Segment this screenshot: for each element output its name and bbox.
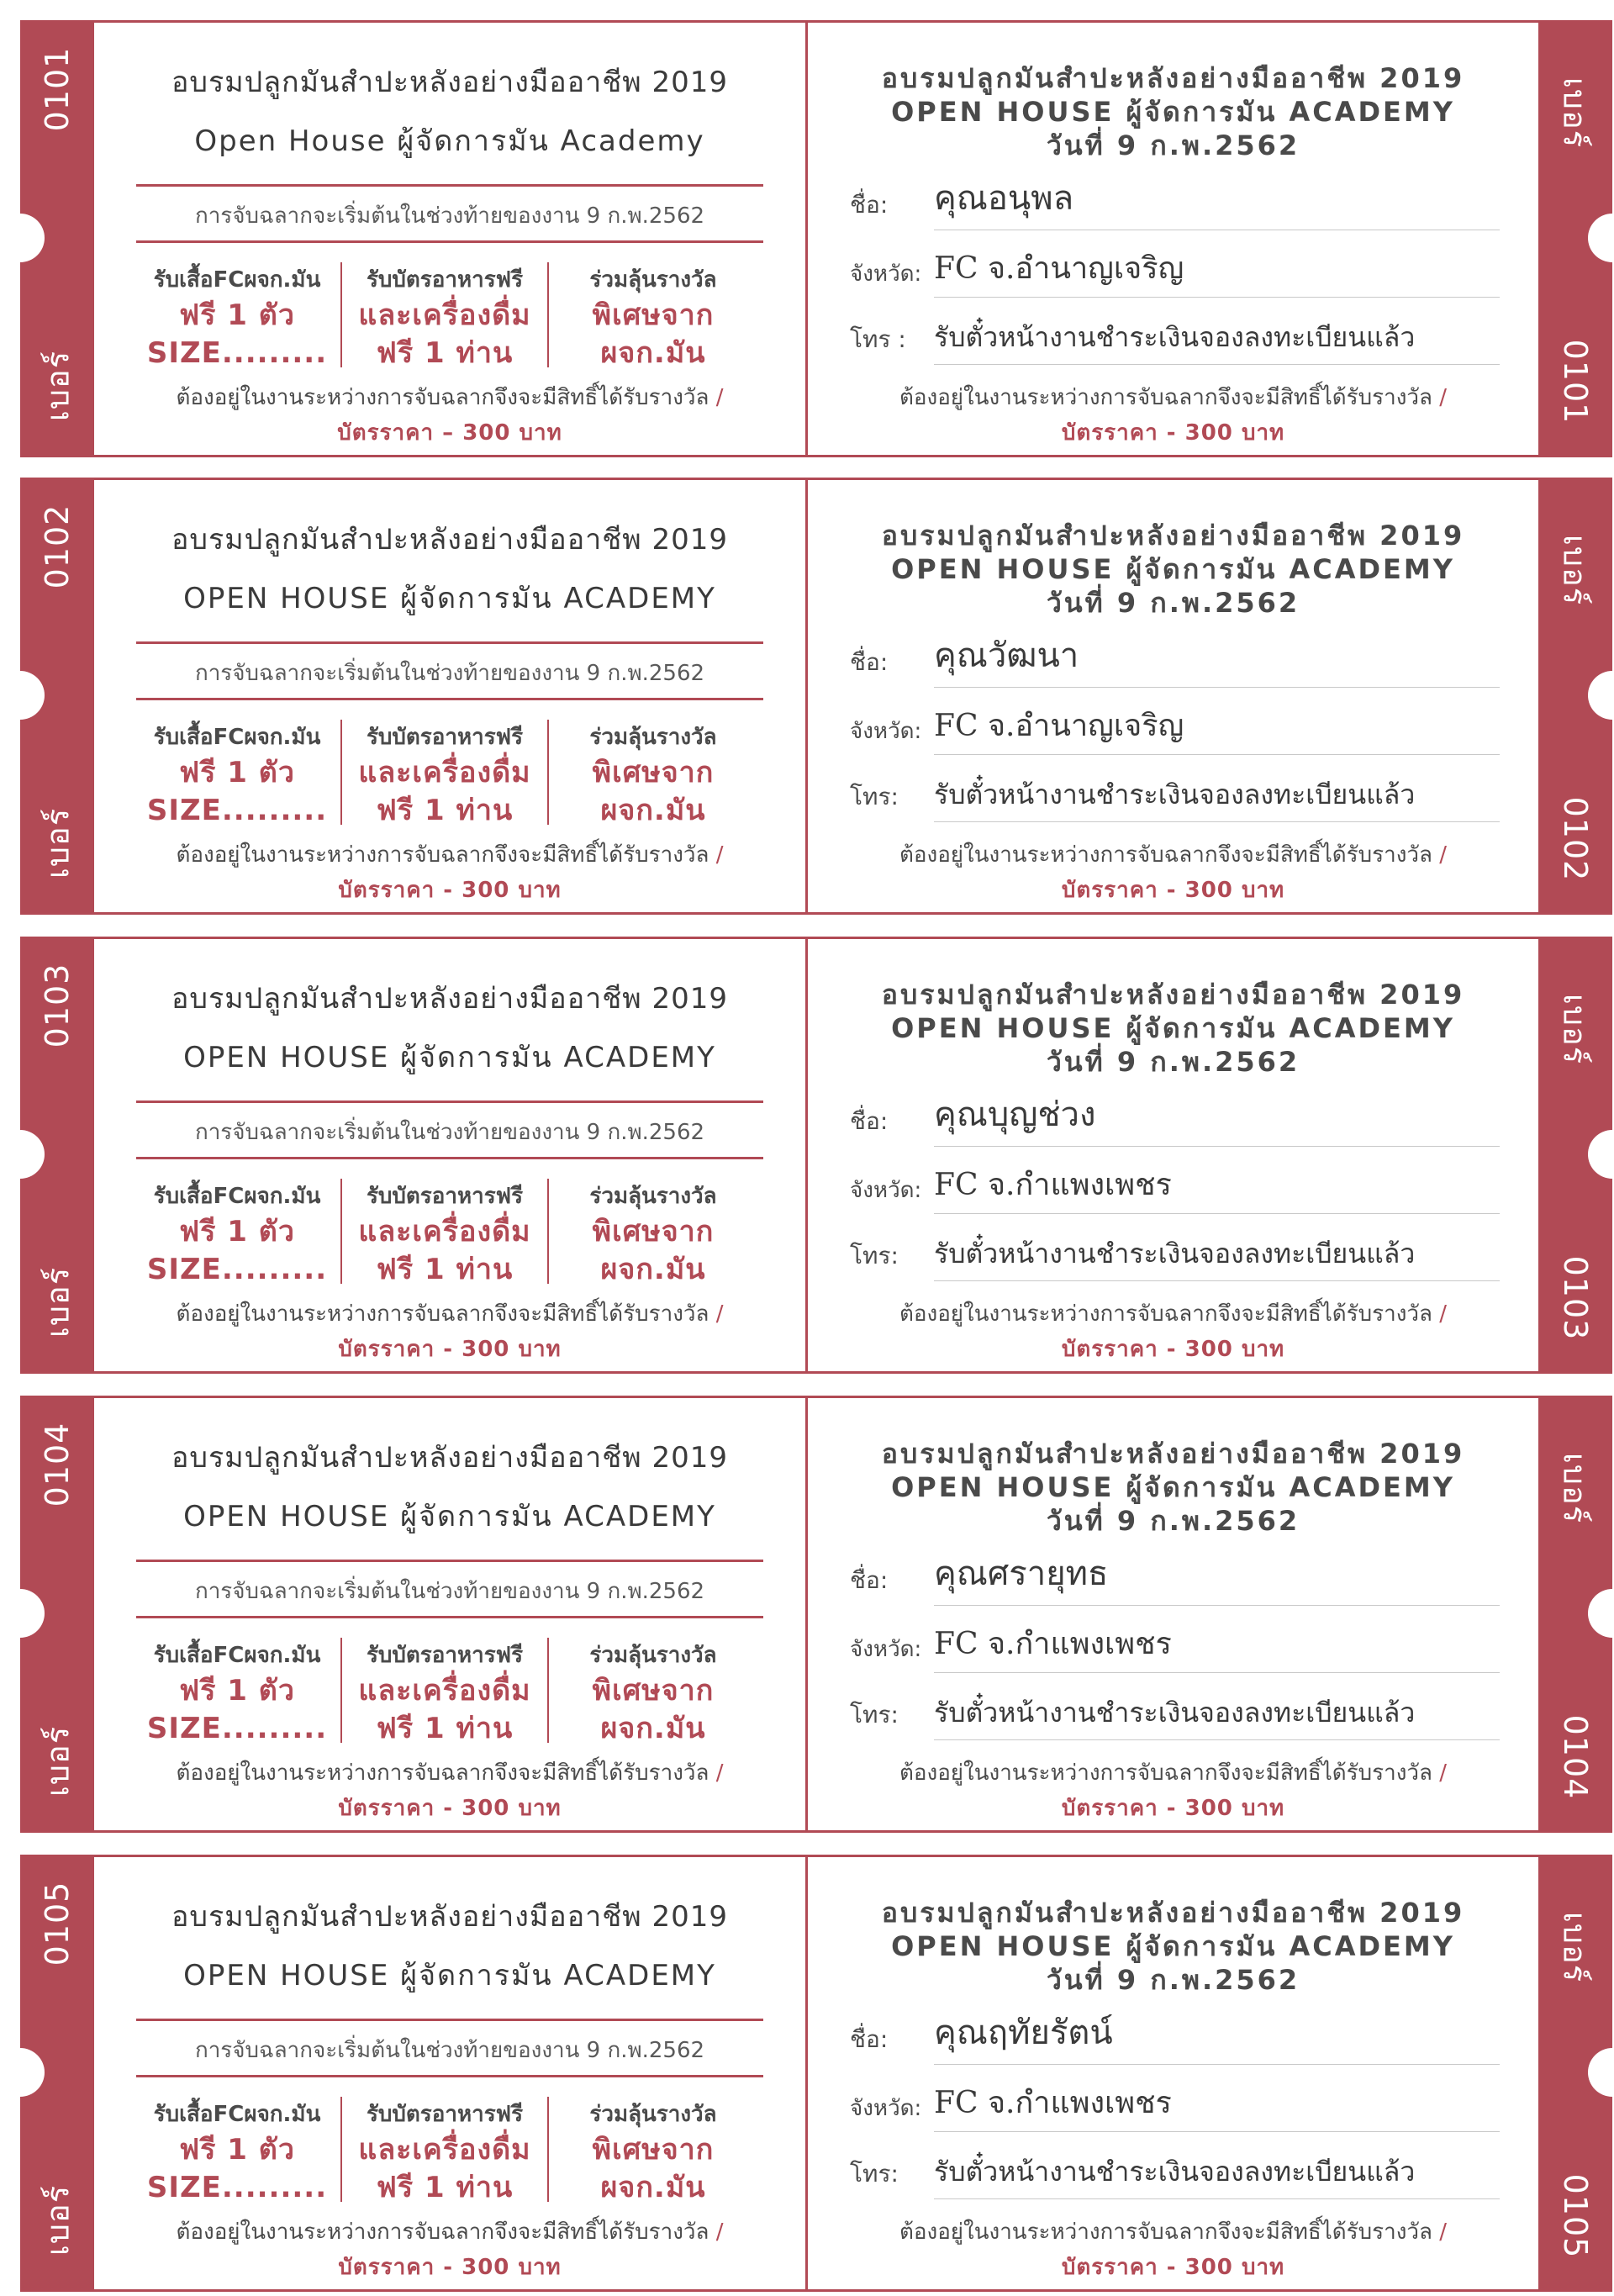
benefit-shirt: [136, 1179, 338, 1284]
presence-note: [808, 380, 1538, 414]
main-price: บัตรราคา - 300 บาท: [1061, 420, 1285, 446]
benefit-heading: รับเสื้อFCผจก.มัน: [153, 1184, 321, 1209]
phone-label: โทร :: [850, 325, 906, 353]
slash: /: [1439, 1760, 1447, 1786]
benefit-heading: รับบัตรอาหารฟรี: [366, 267, 524, 293]
stub-title: อบรมปลูกมันสำปะหลังอย่างมืออาชีพ 2019: [171, 1441, 729, 1475]
slash: /: [1439, 2219, 1447, 2245]
divider-line: [136, 698, 763, 700]
ticket-stub: [94, 1396, 805, 1833]
benefit-line: SIZE.........: [146, 336, 328, 370]
benefit-prize: [547, 1179, 759, 1284]
benefit-food: [340, 720, 549, 825]
ticket: [20, 1396, 1612, 1833]
stub-price: บัตรราคา - 300 บาท: [338, 2255, 562, 2280]
presence-text: ต้องอยู่ในงานระหว่างการจับฉลากจึงจะมีสิทธิ์ได้รับรางวัล: [899, 1301, 1432, 1327]
name-field: [850, 2014, 1500, 2065]
phone-label: โทร:: [850, 783, 899, 810]
main-price: บัตรราคา - 300 บาท: [1061, 1796, 1285, 1821]
presence-text: ต้องอยู่ในงานระหว่างการจับฉลากจึงจะมีสิทธิ์ได้รับรางวัล: [176, 385, 709, 410]
name-field: [850, 180, 1500, 230]
benefit-line: ฟรี 1 ท่าน: [376, 2171, 514, 2204]
ticket: [20, 1855, 1612, 2292]
benefit-heading: ร่วมลุ้นรางวัล: [589, 267, 717, 293]
ticket-number: 0104: [1557, 1714, 1594, 1800]
number-word: เบอร์: [1556, 77, 1594, 149]
benefit-food: [340, 1638, 549, 1743]
benefit-line: ผจก.มัน: [600, 1712, 706, 1745]
ticket-main: [808, 478, 1538, 915]
ticket-notch: [1588, 2048, 1614, 2097]
ticket-number: 0103: [39, 963, 76, 1048]
name-label: ชื่อ:: [850, 191, 889, 219]
province-value: FC จ.กำแพงเพชร: [934, 2078, 1500, 2132]
presence-note: [94, 2214, 805, 2249]
slash: /: [715, 2219, 724, 2245]
right-band: [1538, 1855, 1612, 2292]
province-field: [850, 2082, 1500, 2132]
number-word: เบอร์: [39, 1725, 76, 1797]
ticket-main: [808, 1855, 1538, 2292]
left-band: [20, 937, 94, 1374]
ticket: [20, 478, 1612, 915]
benefit-line: SIZE.........: [146, 2171, 328, 2204]
province-label: จังหวัด:: [850, 261, 922, 287]
number-word: เบอร์: [1556, 534, 1594, 606]
benefit-heading: รับบัตรอาหารฟรี: [366, 1184, 524, 1209]
benefit-line: พิเศษจาก: [592, 756, 715, 789]
benefit-heading: ร่วมลุ้นรางวัล: [589, 1184, 717, 1209]
benefit-line: ฟรี 1 ตัว: [179, 1674, 295, 1707]
phone-label: โทร:: [850, 1701, 899, 1729]
ticket-number: 0102: [39, 504, 76, 589]
presence-note: [808, 1296, 1538, 1331]
ticket: [20, 20, 1612, 457]
slash: /: [715, 1301, 724, 1327]
main-date: วันที่ 9 ก.พ.2562: [1046, 1046, 1300, 1078]
phone-value: รับตั๋วหน้างานชำระเงินจองลงทะเบียนแล้ว: [934, 2151, 1500, 2199]
slash: /: [715, 842, 724, 868]
benefit-line: ผจก.มัน: [600, 794, 706, 827]
ticket-notch: [1588, 671, 1614, 720]
name-value: คุณบุญช่วง: [934, 1087, 1500, 1147]
benefit-food: [340, 2097, 549, 2202]
benefit-line: ฟรี 1 ตัว: [179, 2133, 295, 2167]
province-value: FC จ.อำนาญเจริญ: [934, 244, 1500, 298]
benefit-line: ผจก.มัน: [600, 1253, 706, 1286]
province-label: จังหวัด:: [850, 719, 922, 744]
ticket-stub: [94, 478, 805, 915]
name-value: คุณวัฒนา: [934, 628, 1500, 688]
province-label: จังหวัด:: [850, 1637, 922, 1662]
main-price: บัตรราคา - 300 บาท: [1061, 878, 1285, 903]
benefit-line: ฟรี 1 ท่าน: [376, 336, 514, 370]
slash: /: [1439, 385, 1447, 410]
benefit-heading: ร่วมลุ้นรางวัล: [589, 1643, 717, 1668]
divider-line: [136, 184, 763, 187]
phone-field: [850, 314, 1500, 365]
benefit-line: ฟรี 1 ตัว: [179, 756, 295, 789]
phone-field: [850, 1231, 1500, 1281]
benefit-heading: รับบัตรอาหารฟรี: [366, 725, 524, 750]
benefit-line: ฟรี 1 ตัว: [179, 1215, 295, 1248]
stub-subtitle: Open House ผู้จัดการมัน Academy: [194, 124, 705, 158]
main-date: วันที่ 9 ก.พ.2562: [1046, 587, 1300, 619]
benefit-line: ผจก.มัน: [600, 2171, 706, 2204]
left-band: [20, 20, 94, 457]
province-field: [850, 1164, 1500, 1214]
main-subtitle: OPEN HOUSE ผู้จัดการมัน ACADEMY: [891, 553, 1455, 585]
name-value: คุณฤทัยรัตน์: [934, 2005, 1500, 2065]
ticket-number: 0105: [1557, 2173, 1594, 2259]
benefit-heading: รับเสื้อFCผจก.มัน: [153, 725, 321, 750]
left-band: [20, 1396, 94, 1833]
benefit-shirt: [136, 2097, 338, 2202]
ticket-stub: [94, 1855, 805, 2292]
ticket-notch: [0, 2048, 45, 2097]
benefit-line: พิเศษจาก: [592, 1674, 715, 1707]
benefit-shirt: [136, 1638, 338, 1743]
main-title: อบรมปลูกมันสำปะหลังอย่างมืออาชีพ 2019: [881, 979, 1465, 1011]
benefit-line: และเครื่องดื่ม: [358, 2133, 531, 2167]
stub-title: อบรมปลูกมันสำปะหลังอย่างมืออาชีพ 2019: [171, 66, 729, 99]
slash: /: [1439, 1301, 1447, 1327]
main-title: อบรมปลูกมันสำปะหลังอย่างมืออาชีพ 2019: [881, 1897, 1465, 1929]
benefit-line: ฟรี 1 ท่าน: [376, 1253, 514, 1286]
province-label: จังหวัด:: [850, 1178, 922, 1203]
draw-note: การจับฉลากจะเริ่มต้นในช่วงท้ายของงาน 9 ก.พ.2562: [194, 1120, 705, 1145]
name-field: [850, 1096, 1500, 1147]
province-field: [850, 247, 1500, 298]
province-field: [850, 1623, 1500, 1673]
stub-subtitle: OPEN HOUSE ผู้จัดการมัน ACADEMY: [183, 1041, 716, 1074]
ticket-notch: [1588, 1589, 1614, 1638]
main-price: บัตรราคา - 300 บาท: [1061, 1337, 1285, 1362]
benefit-line: ฟรี 1 ท่าน: [376, 1712, 514, 1745]
phone-field: [850, 1690, 1500, 1740]
benefit-line: พิเศษจาก: [592, 1215, 715, 1248]
number-word: เบอร์: [39, 807, 76, 879]
phone-label: โทร:: [850, 2160, 899, 2188]
province-field: [850, 705, 1500, 755]
presence-note: [94, 1296, 805, 1331]
ticket-notch: [1588, 1130, 1614, 1179]
divider-line: [136, 1100, 763, 1103]
benefit-heading: รับบัตรอาหารฟรี: [366, 2102, 524, 2127]
stub-subtitle: OPEN HOUSE ผู้จัดการมัน ACADEMY: [183, 582, 716, 615]
benefit-line: และเครื่องดื่ม: [358, 1215, 531, 1248]
presence-text: ต้องอยู่ในงานระหว่างการจับฉลากจึงจะมีสิทธิ์ได้รับรางวัล: [899, 842, 1432, 868]
ticket-number: 0101: [1557, 339, 1594, 425]
presence-note: [94, 1755, 805, 1790]
stub-title: อบรมปลูกมันสำปะหลังอย่างมืออาชีพ 2019: [171, 523, 729, 557]
presence-text: ต้องอยู่ในงานระหว่างการจับฉลากจึงจะมีสิทธิ์ได้รับรางวัล: [176, 1301, 709, 1327]
province-value: FC จ.อำนาญเจริญ: [934, 701, 1500, 755]
ticket-notch: [0, 671, 45, 720]
main-subtitle: OPEN HOUSE ผู้จัดการมัน ACADEMY: [891, 1930, 1455, 1962]
main-title: อบรมปลูกมันสำปะหลังอย่างมืออาชีพ 2019: [881, 62, 1465, 94]
ticket-number: 0103: [1557, 1255, 1594, 1341]
main-subtitle: OPEN HOUSE ผู้จัดการมัน ACADEMY: [891, 96, 1455, 128]
slash: /: [1439, 842, 1447, 868]
main-date: วันที่ 9 ก.พ.2562: [1046, 1505, 1300, 1537]
stub-price: บัตรราคา - 300 บาท: [338, 1796, 562, 1821]
benefit-prize: [547, 1638, 759, 1743]
slash: /: [715, 1760, 724, 1786]
presence-note: [808, 837, 1538, 872]
benefit-food: [340, 262, 549, 370]
draw-note: การจับฉลากจะเริ่มต้นในช่วงท้ายของงาน 9 ก.พ.2562: [194, 2038, 705, 2063]
presence-text: ต้องอยู่ในงานระหว่างการจับฉลากจึงจะมีสิทธิ์ได้รับรางวัล: [176, 2219, 709, 2245]
number-word: เบอร์: [39, 2184, 76, 2256]
draw-note: การจับฉลากจะเริ่มต้นในช่วงท้ายของงาน 9 ก.พ.2562: [194, 203, 705, 229]
ticket-stub: [94, 937, 805, 1374]
draw-note: การจับฉลากจะเริ่มต้นในช่วงท้ายของงาน 9 ก.พ.2562: [194, 1579, 705, 1604]
number-word: เบอร์: [39, 1266, 76, 1338]
main-date: วันที่ 9 ก.พ.2562: [1046, 129, 1300, 161]
ticket-stub: [94, 20, 805, 457]
benefit-line: และเครื่องดื่ม: [358, 298, 531, 332]
left-band: [20, 478, 94, 915]
stub-price: บัตรราคา - 300 บาท: [338, 1337, 562, 1362]
ticket-main: [808, 20, 1538, 457]
benefit-line: และเครื่องดื่ม: [358, 1674, 531, 1707]
number-word: เบอร์: [39, 350, 76, 422]
benefit-food: [340, 1179, 549, 1284]
ticket-notch: [0, 214, 45, 262]
name-label: ชื่อ:: [850, 648, 889, 676]
divider-line: [136, 641, 763, 644]
number-word: เบอร์: [1556, 1911, 1594, 1983]
stub-subtitle: OPEN HOUSE ผู้จัดการมัน ACADEMY: [183, 1959, 716, 1993]
phone-value: รับตั๋วหน้างานชำระเงินจองลงทะเบียนแล้ว: [934, 1232, 1500, 1281]
name-field: [850, 1555, 1500, 1606]
benefit-line: และเครื่องดื่ม: [358, 756, 531, 789]
benefit-line: SIZE.........: [146, 1712, 328, 1745]
benefit-line: พิเศษจาก: [592, 298, 715, 332]
phone-value: รับตั๋วหน้างานชำระเงินจองลงทะเบียนแล้ว: [934, 316, 1500, 365]
name-value: คุณศรายุทธ: [934, 1546, 1500, 1606]
right-band: [1538, 478, 1612, 915]
stub-price: บัตรราคา - 300 บาท: [338, 878, 562, 903]
benefit-shirt: [136, 720, 338, 825]
benefit-line: SIZE.........: [146, 794, 328, 827]
benefit-line: ฟรี 1 ตัว: [179, 298, 295, 332]
benefit-line: SIZE.........: [146, 1253, 328, 1286]
ticket-main: [808, 1396, 1538, 1833]
benefit-prize: [547, 720, 759, 825]
presence-text: ต้องอยู่ในงานระหว่างการจับฉลากจึงจะมีสิทธิ์ได้รับรางวัล: [899, 2219, 1432, 2245]
benefit-prize: [547, 262, 759, 370]
presence-note: [808, 2214, 1538, 2249]
presence-note: [808, 1755, 1538, 1790]
benefit-line: ฟรี 1 ท่าน: [376, 794, 514, 827]
province-value: FC จ.กำแพงเพชร: [934, 1619, 1500, 1673]
presence-text: ต้องอยู่ในงานระหว่างการจับฉลากจึงจะมีสิทธิ์ได้รับรางวัล: [899, 1760, 1432, 1786]
right-band: [1538, 20, 1612, 457]
ticket: [20, 937, 1612, 1374]
ticket-main: [808, 937, 1538, 1374]
ticket-notch: [1588, 214, 1614, 262]
benefit-line: ผจก.มัน: [600, 336, 706, 370]
divider-line: [136, 2019, 763, 2021]
divider-line: [136, 1616, 763, 1618]
benefit-heading: ร่วมลุ้นรางวัล: [589, 725, 717, 750]
ticket-number: 0101: [39, 46, 76, 132]
divider-line: [136, 1560, 763, 1562]
name-label: ชื่อ:: [850, 2025, 889, 2053]
presence-text: ต้องอยู่ในงานระหว่างการจับฉลากจึงจะมีสิทธิ์ได้รับรางวัล: [176, 842, 709, 868]
benefit-shirt: [136, 262, 338, 370]
benefit-line: พิเศษจาก: [592, 2133, 715, 2167]
name-field: [850, 637, 1500, 688]
stub-title: อบรมปลูกมันสำปะหลังอย่างมืออาชีพ 2019: [171, 982, 729, 1016]
right-band: [1538, 1396, 1612, 1833]
benefit-heading: รับเสื้อFCผจก.มัน: [153, 1643, 321, 1668]
presence-text: ต้องอยู่ในงานระหว่างการจับฉลากจึงจะมีสิทธิ์ได้รับรางวัล: [899, 385, 1432, 410]
main-title: อบรมปลูกมันสำปะหลังอย่างมืออาชีพ 2019: [881, 520, 1465, 552]
benefit-heading: รับเสื้อFCผจก.มัน: [153, 267, 321, 293]
right-band: [1538, 937, 1612, 1374]
draw-note: การจับฉลากจะเริ่มต้นในช่วงท้ายของงาน 9 ก.พ.2562: [194, 661, 705, 686]
stub-price: บัตรราคา – 300 บาท: [337, 420, 562, 446]
phone-label: โทร:: [850, 1242, 899, 1269]
main-title: อบรมปลูกมันสำปะหลังอย่างมืออาชีพ 2019: [881, 1438, 1465, 1470]
name-value: คุณอนุพล: [934, 171, 1500, 230]
benefit-heading: รับบัตรอาหารฟรี: [366, 1643, 524, 1668]
ticket-notch: [0, 1130, 45, 1179]
ticket-notch: [0, 1589, 45, 1638]
presence-note: [94, 380, 805, 414]
province-label: จังหวัด:: [850, 2096, 922, 2121]
main-date: วันที่ 9 ก.พ.2562: [1046, 1964, 1300, 1996]
presence-note: [94, 837, 805, 872]
slash: /: [715, 385, 724, 410]
benefit-prize: [547, 2097, 759, 2202]
main-subtitle: OPEN HOUSE ผู้จัดการมัน ACADEMY: [891, 1012, 1455, 1044]
main-subtitle: OPEN HOUSE ผู้จัดการมัน ACADEMY: [891, 1471, 1455, 1503]
left-band: [20, 1855, 94, 2292]
stub-subtitle: OPEN HOUSE ผู้จัดการมัน ACADEMY: [183, 1500, 716, 1533]
divider-line: [136, 2075, 763, 2077]
phone-field: [850, 2149, 1500, 2199]
number-word: เบอร์: [1556, 1452, 1594, 1524]
main-price: บัตรราคา - 300 บาท: [1061, 2255, 1285, 2280]
province-value: FC จ.กำแพงเพชร: [934, 1160, 1500, 1214]
name-label: ชื่อ:: [850, 1107, 889, 1135]
number-word: เบอร์: [1556, 993, 1594, 1065]
divider-line: [136, 240, 763, 243]
phone-value: รับตั๋วหน้างานชำระเงินจองลงทะเบียนแล้ว: [934, 1692, 1500, 1740]
stub-title: อบรมปลูกมันสำปะหลังอย่างมืออาชีพ 2019: [171, 1900, 729, 1934]
divider-line: [136, 1157, 763, 1159]
phone-value: รับตั๋วหน้างานชำระเงินจองลงทะเบียนแล้ว: [934, 773, 1500, 822]
benefit-heading: รับเสื้อFCผจก.มัน: [153, 2102, 321, 2127]
presence-text: ต้องอยู่ในงานระหว่างการจับฉลากจึงจะมีสิทธิ์ได้รับรางวัล: [176, 1760, 709, 1786]
phone-field: [850, 772, 1500, 822]
ticket-number: 0104: [39, 1422, 76, 1507]
name-label: ชื่อ:: [850, 1566, 889, 1594]
benefit-heading: ร่วมลุ้นรางวัล: [589, 2102, 717, 2127]
ticket-number: 0105: [39, 1881, 76, 1966]
ticket-number: 0102: [1557, 796, 1594, 882]
